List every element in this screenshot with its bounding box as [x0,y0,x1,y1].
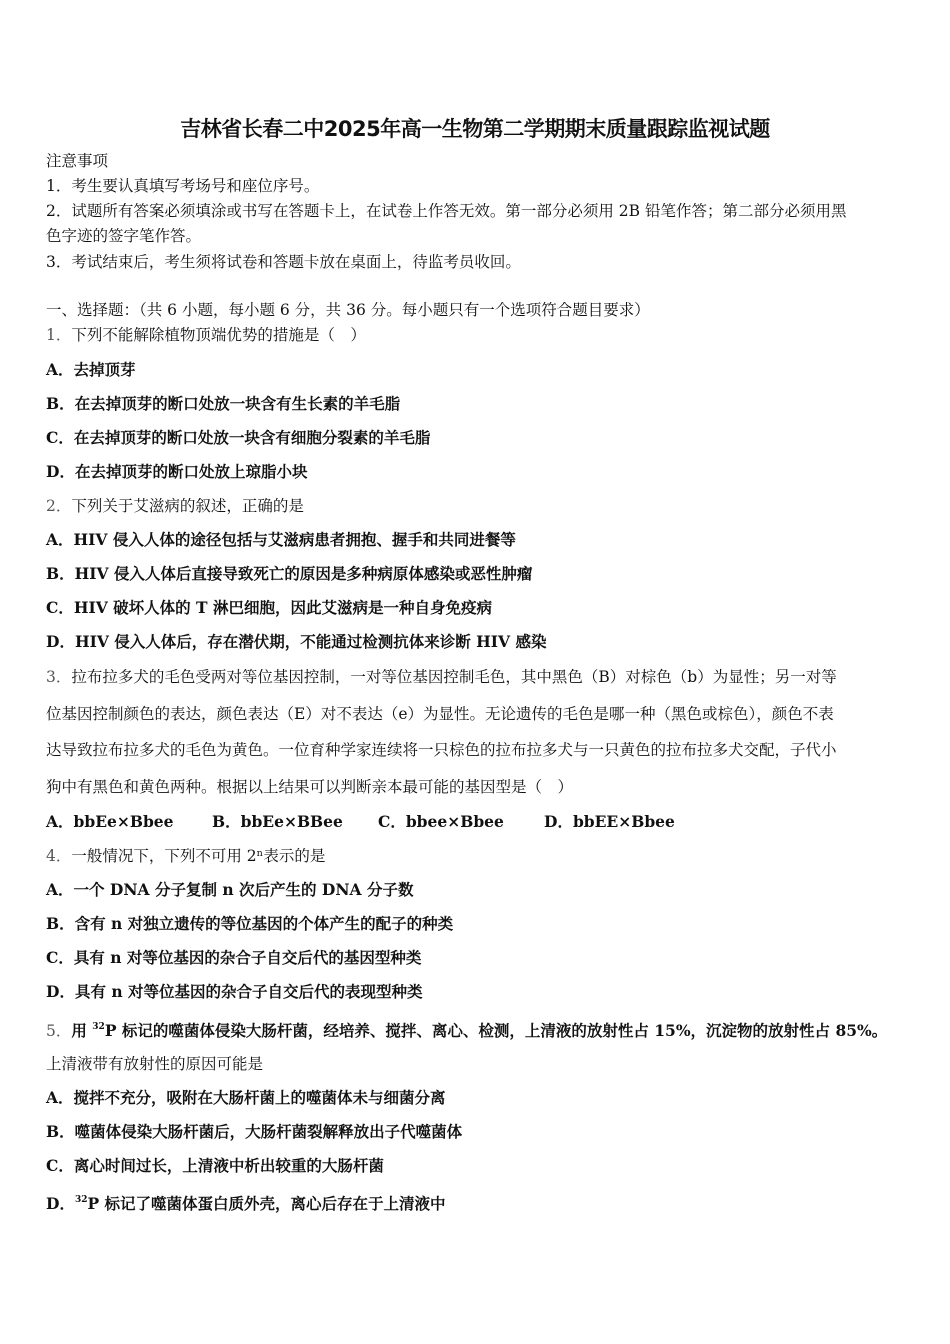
question-number: 4． [46,847,72,865]
question-3-options [46,812,710,832]
option-d [46,1190,446,1214]
question-3-line: 狗中有黑色和黄色两种。根据以上结果可以判断亲本最可能的基因型是（ ） [46,778,574,796]
question-5-line: 上清液带有放射性的原因可能是 [46,1055,264,1073]
page-title: 吉林省长春二中2025年高一生物第二学期期末质量跟踪监视试题 [180,117,770,141]
question-4-stem [46,846,325,866]
question-2-stem [46,496,304,516]
question-number: 1． [46,326,72,344]
notice-heading: 注意事项 [46,152,109,170]
question-text: 拉布拉多犬的毛色受两对等位基因控制，一对等位基因控制毛色，其中黑色（B）对棕色（b）为显性；另一对等 [71,668,837,686]
question-1-stem [46,325,366,345]
option-a: A．bbEe×Bbee [46,812,174,831]
question-number: 5． [46,1022,72,1040]
option-d: D．具有 n 对等位基因的杂合子自交后代的表现型种类 [46,982,423,1001]
section-heading: 一、选择题：（共 6 小题，每小题 6 分，共 36 分。每小题只有一个选项符合题目要求） [46,301,650,319]
question-text: P 标记的噬菌体侵染大肠杆菌，经培养、搅拌、离心、检测，上清液的放射性占 15%，沉淀物的放射性占 85%。 [104,1021,888,1040]
question-text: 一般情况下，下列不可用 2ⁿ表示的是 [71,847,326,865]
question-number: 3． [46,668,72,686]
option-c: C．在去掉顶芽的断口处放一块含有细胞分裂素的羊毛脂 [46,428,431,447]
superscript: 32 [92,1022,105,1032]
question-5-stem [46,1017,887,1041]
question-text: 用 [71,1021,93,1040]
option-text: P 标记了噬菌体蛋白质外壳，离心后存在于上清液中 [87,1194,446,1213]
question-3-stem [46,667,837,687]
option-b: B．在去掉顶芽的断口处放一块含有生长素的羊毛脂 [46,394,401,413]
option-c: C．离心时间过长，上清液中析出较重的大肠杆菌 [46,1156,384,1175]
question-number: 2． [46,497,72,515]
notice-item: 3．考试结束后，考生须将试卷和答题卡放在桌面上，待监考员收回。 [46,253,521,271]
option-d: D．bbEE×Bbee [544,812,675,831]
question-3-line: 达导致拉布拉多犬的毛色为黄色。一位育种学家连续将一只棕色的拉布拉多犬与一只黄色的拉布拉多犬交配，子代小 [46,741,837,759]
question-3-line: 位基因控制颜色的表达，颜色表达（E）对不表达（e）为显性。无论遗传的毛色是哪一种（黑色或棕色），颜色不表 [46,705,834,723]
option-a: A．一个 DNA 分子复制 n 次后产生的 DNA 分子数 [46,880,414,899]
notice-item: 2．试题所有答案必须填涂或书写在答题卡上，在试卷上作答无效。第一部分必须用 2B 铅笔作答；第二部分必须用黑 [46,202,847,220]
option-label: D． [46,1194,75,1213]
superscript: 32 [74,1195,88,1205]
option-b: B．HIV 侵入人体后直接导致死亡的原因是多种病原体感染或恶性肿瘤 [46,564,533,583]
option-a: A．HIV 侵入人体的途径包括与艾滋病患者拥抱、握手和共同进餐等 [46,530,516,549]
notice-item: 1．考生要认真填写考场号和座位序号。 [46,177,320,195]
option-b: B．含有 n 对独立遗传的等位基因的个体产生的配子的种类 [46,914,454,933]
option-a: A．去掉顶芽 [46,360,136,379]
option-d: D．HIV 侵入人体后，存在潜伏期，不能通过检测抗体来诊断 HIV 感染 [46,632,547,651]
question-text: 下列不能解除植物顶端优势的措施是（ ） [71,326,366,344]
question-text: 下列关于艾滋病的叙述，正确的是 [71,497,304,515]
option-b: B．bbEe×BBee [212,812,343,831]
option-c: C．HIV 破坏人体的 T 淋巴细胞，因此艾滋病是一种自身免疫病 [46,598,492,617]
option-b: B．噬菌体侵染大肠杆菌后，大肠杆菌裂解释放出子代噬菌体 [46,1122,463,1141]
notice-item: 色字迹的签字笔作答。 [46,227,202,245]
option-d: D．在去掉顶芽的断口处放上琼脂小块 [46,462,308,481]
option-c: C．bbee×Bbee [378,812,504,831]
option-a: A．搅拌不充分，吸附在大肠杆菌上的噬菌体未与细菌分离 [46,1088,446,1107]
option-c: C．具有 n 对等位基因的杂合子自交后代的基因型种类 [46,948,422,967]
